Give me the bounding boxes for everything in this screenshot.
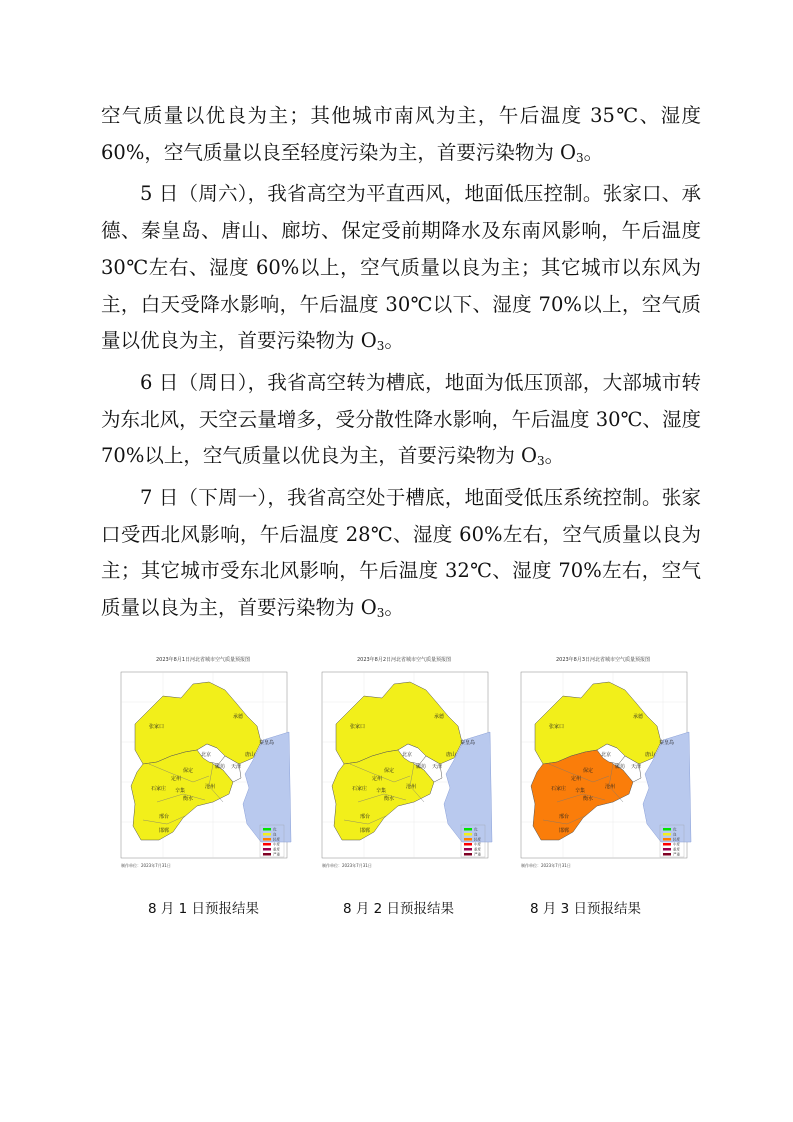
paragraph-3: 6 日（周日），我省高空转为槽底，地面为低压顶部，大部城市转为东北风，天空云量增多，受分散性降水影响，午后温度 30℃、湿度 70%以上，空气质量以优良为主，首要污染物为 $O_3$。 [101,370,701,469]
city-label-handan: 邯郸 [360,828,371,834]
city-label-zhangjiakou: 张家口 [149,724,165,730]
city-label-baoding: 保定 [183,768,194,774]
city-label-xinji: 辛集 [175,788,186,794]
map-title: 2023年8月1日河北省城市空气质量预报图 [155,657,251,663]
city-label-tianjin: 天津 [231,764,242,770]
legend-label: 中度 [474,842,481,847]
map-graphic [513,652,693,872]
legend-swatch [663,853,671,856]
city-label-chengde: 承德 [233,714,244,720]
city-label-zhangjiakou: 张家口 [350,724,366,730]
city-label-chengde: 承德 [633,714,644,720]
city-label-qinhuangdao: 秦皇岛 [659,740,675,746]
city-label-qinhuangdao: 秦皇岛 [259,740,275,746]
city-label-handan: 邯郸 [159,828,170,834]
map-title: 2023年8月3日河北省城市空气质量预报图 [555,657,651,663]
city-label-baoding: 保定 [583,768,594,774]
legend-swatch [263,838,271,841]
legend-swatch [663,833,671,836]
map-footer: 制作单位：2023年7月31日 [322,863,372,868]
map-graphic [113,652,293,872]
legend-swatch [263,848,271,851]
legend-label: 轻度 [273,837,280,842]
map-footer: 制作单位：2023年7月31日 [521,863,571,868]
legend-swatch [464,838,472,841]
city-label-xinji: 辛集 [575,788,586,794]
forecast-map-3 [513,652,693,872]
paragraph-4: 7 日（下周一），我省高空处于槽底，地面受低压系统控制。张家口受西北风影响，午后温度 28℃、湿度 60%左右，空气质量以良为主；其它城市受东北风影响，午后温度 32℃、湿度 70%左右，空气质量以良为主，首要污染物为 $O_3$。 [101,486,701,621]
forecast-map-1 [113,652,293,872]
city-label-hengshui: 衡水 [384,796,395,802]
city-label-chengde: 承德 [434,714,445,720]
city-label-tianjin: 天津 [432,764,443,770]
city-label-tianjin: 天津 [631,764,642,770]
forecast-map-2 [314,652,494,872]
legend-label: 严重 [474,852,481,857]
forecast-text [101,98,701,632]
city-label-cangzhou: 沧州 [406,784,417,790]
city-label-tangshan: 唐山 [645,752,656,758]
legend-label: 优 [273,827,277,832]
caption-1: 8 月 1 日预报结果 [148,901,260,917]
city-label-xingtai: 邢台 [360,814,371,820]
city-label-tangshan: 唐山 [245,752,256,758]
legend-swatch [464,853,472,856]
legend-label: 重度 [474,847,481,852]
map-title: 2023年8月2日河北省城市空气质量预报图 [356,657,452,663]
legend-label: 优 [474,827,478,832]
map-graphic [314,652,494,872]
legend-swatch [464,843,472,846]
city-label-shijiazhuang: 石家庄 [551,786,567,792]
legend-swatch [263,833,271,836]
legend-label: 重度 [673,847,680,852]
legend-swatch [663,828,671,831]
city-label-beijing: 北京 [601,752,612,758]
city-label-zhangjiakou: 张家口 [549,724,565,730]
legend-label: 良 [474,832,478,837]
city-label-hengshui: 衡水 [583,796,594,802]
city-label-langfang: 廊坊 [215,764,226,770]
caption-3: 8 月 3 日预报结果 [530,901,642,917]
city-label-hengshui: 衡水 [183,796,194,802]
city-label-shijiazhuang: 石家庄 [352,786,368,792]
legend-label: 优 [673,827,677,832]
legend-swatch [663,838,671,841]
city-label-tangshan: 唐山 [446,752,457,758]
city-label-langfang: 廊坊 [416,764,427,770]
legend-swatch [464,828,472,831]
legend-label: 严重 [273,852,280,857]
legend-label: 轻度 [673,837,680,842]
paragraph-2: 5 日（周六），我省高空为平直西风，地面低压控制。张家口、承德、秦皇岛、唐山、廊坊、保定受前期降水及东南风影响，午后温度 30℃左右、湿度 60%以上，空气质量以良为主；其它城市以东风为主，白天受降水影响，午后温度 30℃以下、湿度 70%以上，空气质量以优良为主，首要污染物为 $O_3$。 [101,182,701,354]
map-layer [521,672,691,858]
map-layer [121,672,291,858]
city-label-xingtai: 邢台 [159,814,170,820]
legend-label: 严重 [673,852,680,857]
city-label-cangzhou: 沧州 [605,784,616,790]
legend-label: 良 [273,832,277,837]
paragraph-1: 空气质量以优良为主；其他城市南风为主，午后温度 35℃、湿度 60%，空气质量以良至轻度污染为主，首要污染物为 $O_3$。 [101,104,701,165]
legend-label: 良 [673,832,677,837]
legend-swatch [263,828,271,831]
legend-label: 重度 [273,847,280,852]
city-label-beijing: 北京 [402,752,413,758]
legend-swatch [464,848,472,851]
legend-swatch [663,848,671,851]
legend-label: 轻度 [474,837,481,842]
city-label-dingzhou: 定州 [171,776,182,782]
legend-label: 中度 [273,842,280,847]
caption-2: 8 月 2 日预报结果 [343,901,455,917]
legend-label: 中度 [673,842,680,847]
legend-swatch [263,843,271,846]
city-label-dingzhou: 定州 [571,776,582,782]
map-footer: 制作单位：2023年7月31日 [121,863,171,868]
city-label-dingzhou: 定州 [372,776,383,782]
city-label-baoding: 保定 [384,768,395,774]
city-label-handan: 邯郸 [559,828,570,834]
legend-swatch [263,853,271,856]
city-label-cangzhou: 沧州 [205,784,216,790]
city-label-xingtai: 邢台 [559,814,570,820]
city-label-xinji: 辛集 [376,788,387,794]
legend-swatch [464,833,472,836]
city-label-shijiazhuang: 石家庄 [151,786,167,792]
map-layer [322,672,492,858]
city-label-qinhuangdao: 秦皇岛 [460,740,476,746]
city-label-langfang: 廊坊 [615,764,626,770]
legend-swatch [663,843,671,846]
city-label-beijing: 北京 [201,752,212,758]
